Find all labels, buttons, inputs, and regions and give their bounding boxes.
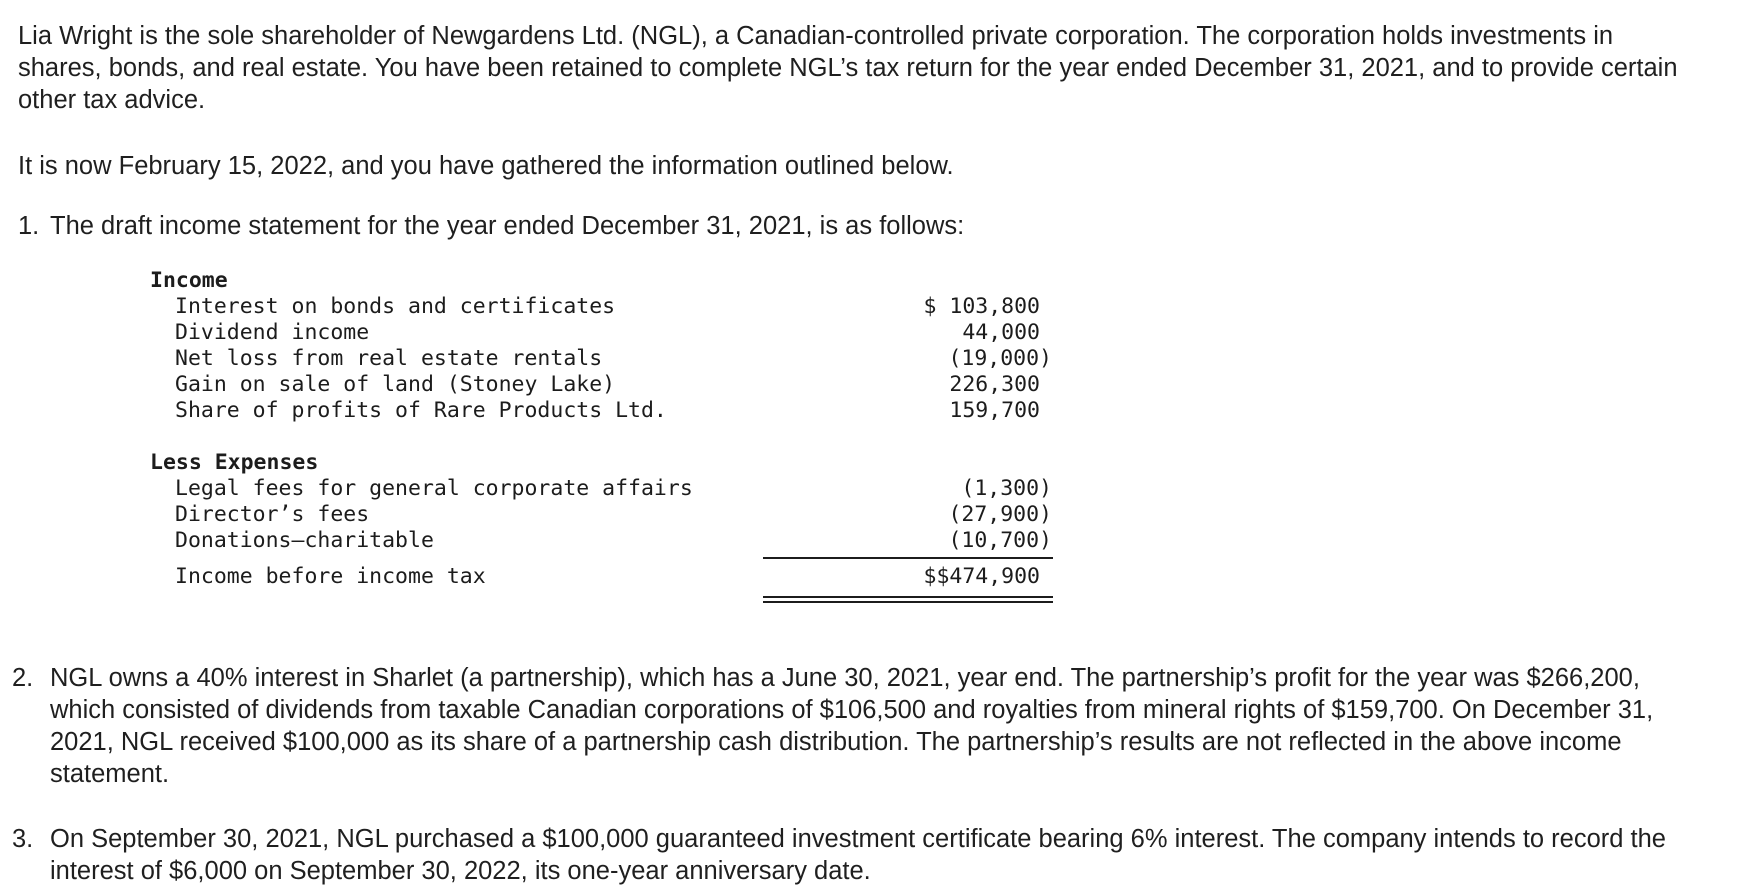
statement-row-label: Director’s fees bbox=[175, 502, 370, 527]
statement-row-label: Interest on bonds and certificates bbox=[175, 294, 616, 319]
total-double-rule-bottom bbox=[763, 601, 1053, 603]
item-number: 1. bbox=[18, 212, 40, 240]
intro-paragraph: Lia Wright is the sole shareholder of Newgardens Ltd. (NGL), a Canadian-controlled private corporation. The corporation holds investments in shares, bonds, and real estate. You have been retained to complete NGL’s tax return for the year ended December 31, 2021, and to provide certain other tax advice. bbox=[18, 22, 1678, 114]
statement-row-amount: (19,000) bbox=[948, 346, 1052, 371]
statement-row-amount: (10,700) bbox=[948, 528, 1052, 553]
statement-row-amount: 226,300 bbox=[949, 372, 1040, 397]
statement-row-label: Net loss from real estate rentals bbox=[175, 346, 603, 371]
statement-row-amount: (1,300) bbox=[961, 476, 1052, 501]
list-item-1 bbox=[18, 210, 1678, 242]
statement-row-amount: $ 103,800 bbox=[923, 294, 1040, 319]
statement-row-label: Legal fees for general corporate affairs bbox=[175, 476, 693, 501]
total-label: Income before income tax bbox=[175, 564, 486, 589]
item-text: NGL owns a 40% interest in Sharlet (a partnership), which has a June 30, 2021, year end. The partnership’s profit for the year was $266,200, which consisted of dividends from taxable Canadian corporations of $106,500 and royalties from mineral rights of $159,700. On December 31, 2021, NGL received $100,000 as its share of a partnership cash distribution. The partnership’s results are not reflected in the above income statement. bbox=[50, 664, 1654, 788]
statement-row-amount: 44,000 bbox=[962, 320, 1040, 345]
total-amount: $$474,900 bbox=[923, 564, 1040, 589]
item-text: The draft income statement for the year ended December 31, 2021, is as follows: bbox=[50, 212, 965, 240]
statement-row-amount: (27,900) bbox=[948, 502, 1052, 527]
item-number: 2. bbox=[12, 664, 34, 692]
total-double-rule-top bbox=[763, 596, 1053, 598]
statement-row-amount: 159,700 bbox=[949, 398, 1040, 423]
expenses-heading: Less Expenses bbox=[150, 450, 319, 475]
statement-row-label: Gain on sale of land (Stoney Lake) bbox=[175, 372, 616, 397]
statement-row-label: Share of profits of Rare Products Ltd. bbox=[175, 398, 667, 423]
statement-row-label: Dividend income bbox=[175, 320, 370, 345]
item-number: 3. bbox=[12, 825, 34, 853]
item-text: On September 30, 2021, NGL purchased a $100,000 guaranteed investment certificate bearing 6% interest. The company intends to record the interest of $6,000 on September 30, 2022, its one-year anniversary date. bbox=[50, 825, 1666, 885]
list-item-2 bbox=[12, 662, 1672, 790]
date-paragraph: It is now February 15, 2022, and you have gathered the information outlined below. bbox=[18, 152, 954, 180]
statement-row-label: Donations—charitable bbox=[175, 528, 434, 553]
list-item-3 bbox=[12, 823, 1672, 887]
income-heading: Income bbox=[150, 268, 228, 293]
subtotal-rule bbox=[763, 557, 1053, 559]
